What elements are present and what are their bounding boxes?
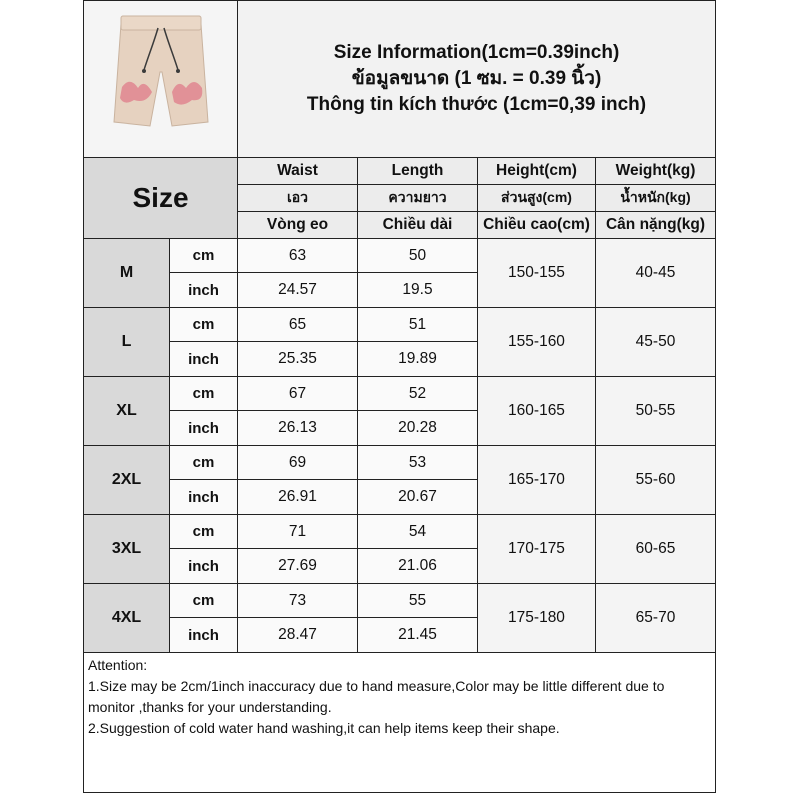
height-range: 170-175 (478, 515, 596, 584)
length-cm: 51 (358, 308, 478, 342)
row-size-label: 3XL (84, 515, 170, 584)
length-inch: 21.45 (358, 618, 478, 653)
notes-heading: Attention: (88, 657, 148, 673)
unit-cm: cm (170, 239, 238, 273)
unit-inch: inch (170, 549, 238, 584)
title-vi: Thông tin kích thước (1cm=0,39 inch) (306, 94, 647, 115)
row-size-label: 4XL (84, 584, 170, 653)
length-inch: 21.06 (358, 549, 478, 584)
col-weight-th: น้ำหนัก(kg) (596, 185, 716, 212)
shorts-photo-icon (86, 2, 236, 152)
size-chart (83, 0, 715, 800)
notes-line-1: 1.Size may be 2cm/1inch inaccuracy due to hand measure,Color may be little different due to monitor ,thanks for your understanding. (88, 678, 665, 715)
length-cm: 53 (358, 446, 478, 480)
table-row (84, 377, 716, 411)
col-weight-vi: Cân nặng(kg) (596, 212, 716, 239)
unit-inch: inch (170, 411, 238, 446)
weight-range: 65-70 (596, 584, 716, 653)
product-photo (84, 1, 238, 158)
waist-cm: 65 (238, 308, 358, 342)
weight-range: 55-60 (596, 446, 716, 515)
waist-inch: 26.13 (238, 411, 358, 446)
row-size-label: L (84, 308, 170, 377)
waist-inch: 24.57 (238, 273, 358, 308)
unit-cm: cm (170, 377, 238, 411)
col-weight-en: Weight(kg) (596, 158, 716, 185)
table-row (84, 446, 716, 480)
table-row (84, 515, 716, 549)
col-waist-en: Waist (238, 158, 358, 185)
length-inch: 19.89 (358, 342, 478, 377)
weight-range: 45-50 (596, 308, 716, 377)
title-th: ข้อมูลขนาด (1 ซม. = 0.39 นิ้ว) (351, 68, 602, 89)
waist-inch: 27.69 (238, 549, 358, 584)
row-size-label: XL (84, 377, 170, 446)
col-height-en: Height(cm) (478, 158, 596, 185)
size-heading: Size (84, 158, 238, 239)
waist-cm: 63 (238, 239, 358, 273)
col-length-en: Length (358, 158, 478, 185)
waist-cm: 73 (238, 584, 358, 618)
waist-inch: 25.35 (238, 342, 358, 377)
col-length-th: ความยาว (358, 185, 478, 212)
unit-cm: cm (170, 584, 238, 618)
row-size-label: 2XL (84, 446, 170, 515)
length-inch: 20.28 (358, 411, 478, 446)
length-cm: 52 (358, 377, 478, 411)
waist-cm: 71 (238, 515, 358, 549)
size-table (83, 0, 716, 793)
table-row (84, 308, 716, 342)
unit-cm: cm (170, 308, 238, 342)
height-range: 155-160 (478, 308, 596, 377)
col-waist-vi: Vòng eo (238, 212, 358, 239)
notes-line-2: 2.Suggestion of cold water hand washing,it can help items keep their shape. (88, 720, 560, 736)
length-inch: 19.5 (358, 273, 478, 308)
unit-inch: inch (170, 618, 238, 653)
unit-cm: cm (170, 515, 238, 549)
length-cm: 50 (358, 239, 478, 273)
attention-notes (84, 653, 716, 793)
col-waist-th: เอว (238, 185, 358, 212)
waist-inch: 28.47 (238, 618, 358, 653)
height-range: 160-165 (478, 377, 596, 446)
col-height-vi: Chiều cao(cm) (478, 212, 596, 239)
row-size-label: M (84, 239, 170, 308)
weight-range: 50-55 (596, 377, 716, 446)
col-length-vi: Chiều dài (358, 212, 478, 239)
height-range: 175-180 (478, 584, 596, 653)
title-en: Size Information(1cm=0.39inch) (333, 42, 620, 63)
waist-inch: 26.91 (238, 480, 358, 515)
height-range: 150-155 (478, 239, 596, 308)
col-height-th: ส่วนสูง(cm) (478, 185, 596, 212)
waist-cm: 69 (238, 446, 358, 480)
unit-inch: inch (170, 342, 238, 377)
table-row (84, 239, 716, 273)
weight-range: 60-65 (596, 515, 716, 584)
title-block (238, 1, 716, 158)
length-cm: 54 (358, 515, 478, 549)
unit-inch: inch (170, 273, 238, 308)
length-inch: 20.67 (358, 480, 478, 515)
length-cm: 55 (358, 584, 478, 618)
unit-cm: cm (170, 446, 238, 480)
waist-cm: 67 (238, 377, 358, 411)
table-row (84, 584, 716, 618)
unit-inch: inch (170, 480, 238, 515)
weight-range: 40-45 (596, 239, 716, 308)
height-range: 165-170 (478, 446, 596, 515)
